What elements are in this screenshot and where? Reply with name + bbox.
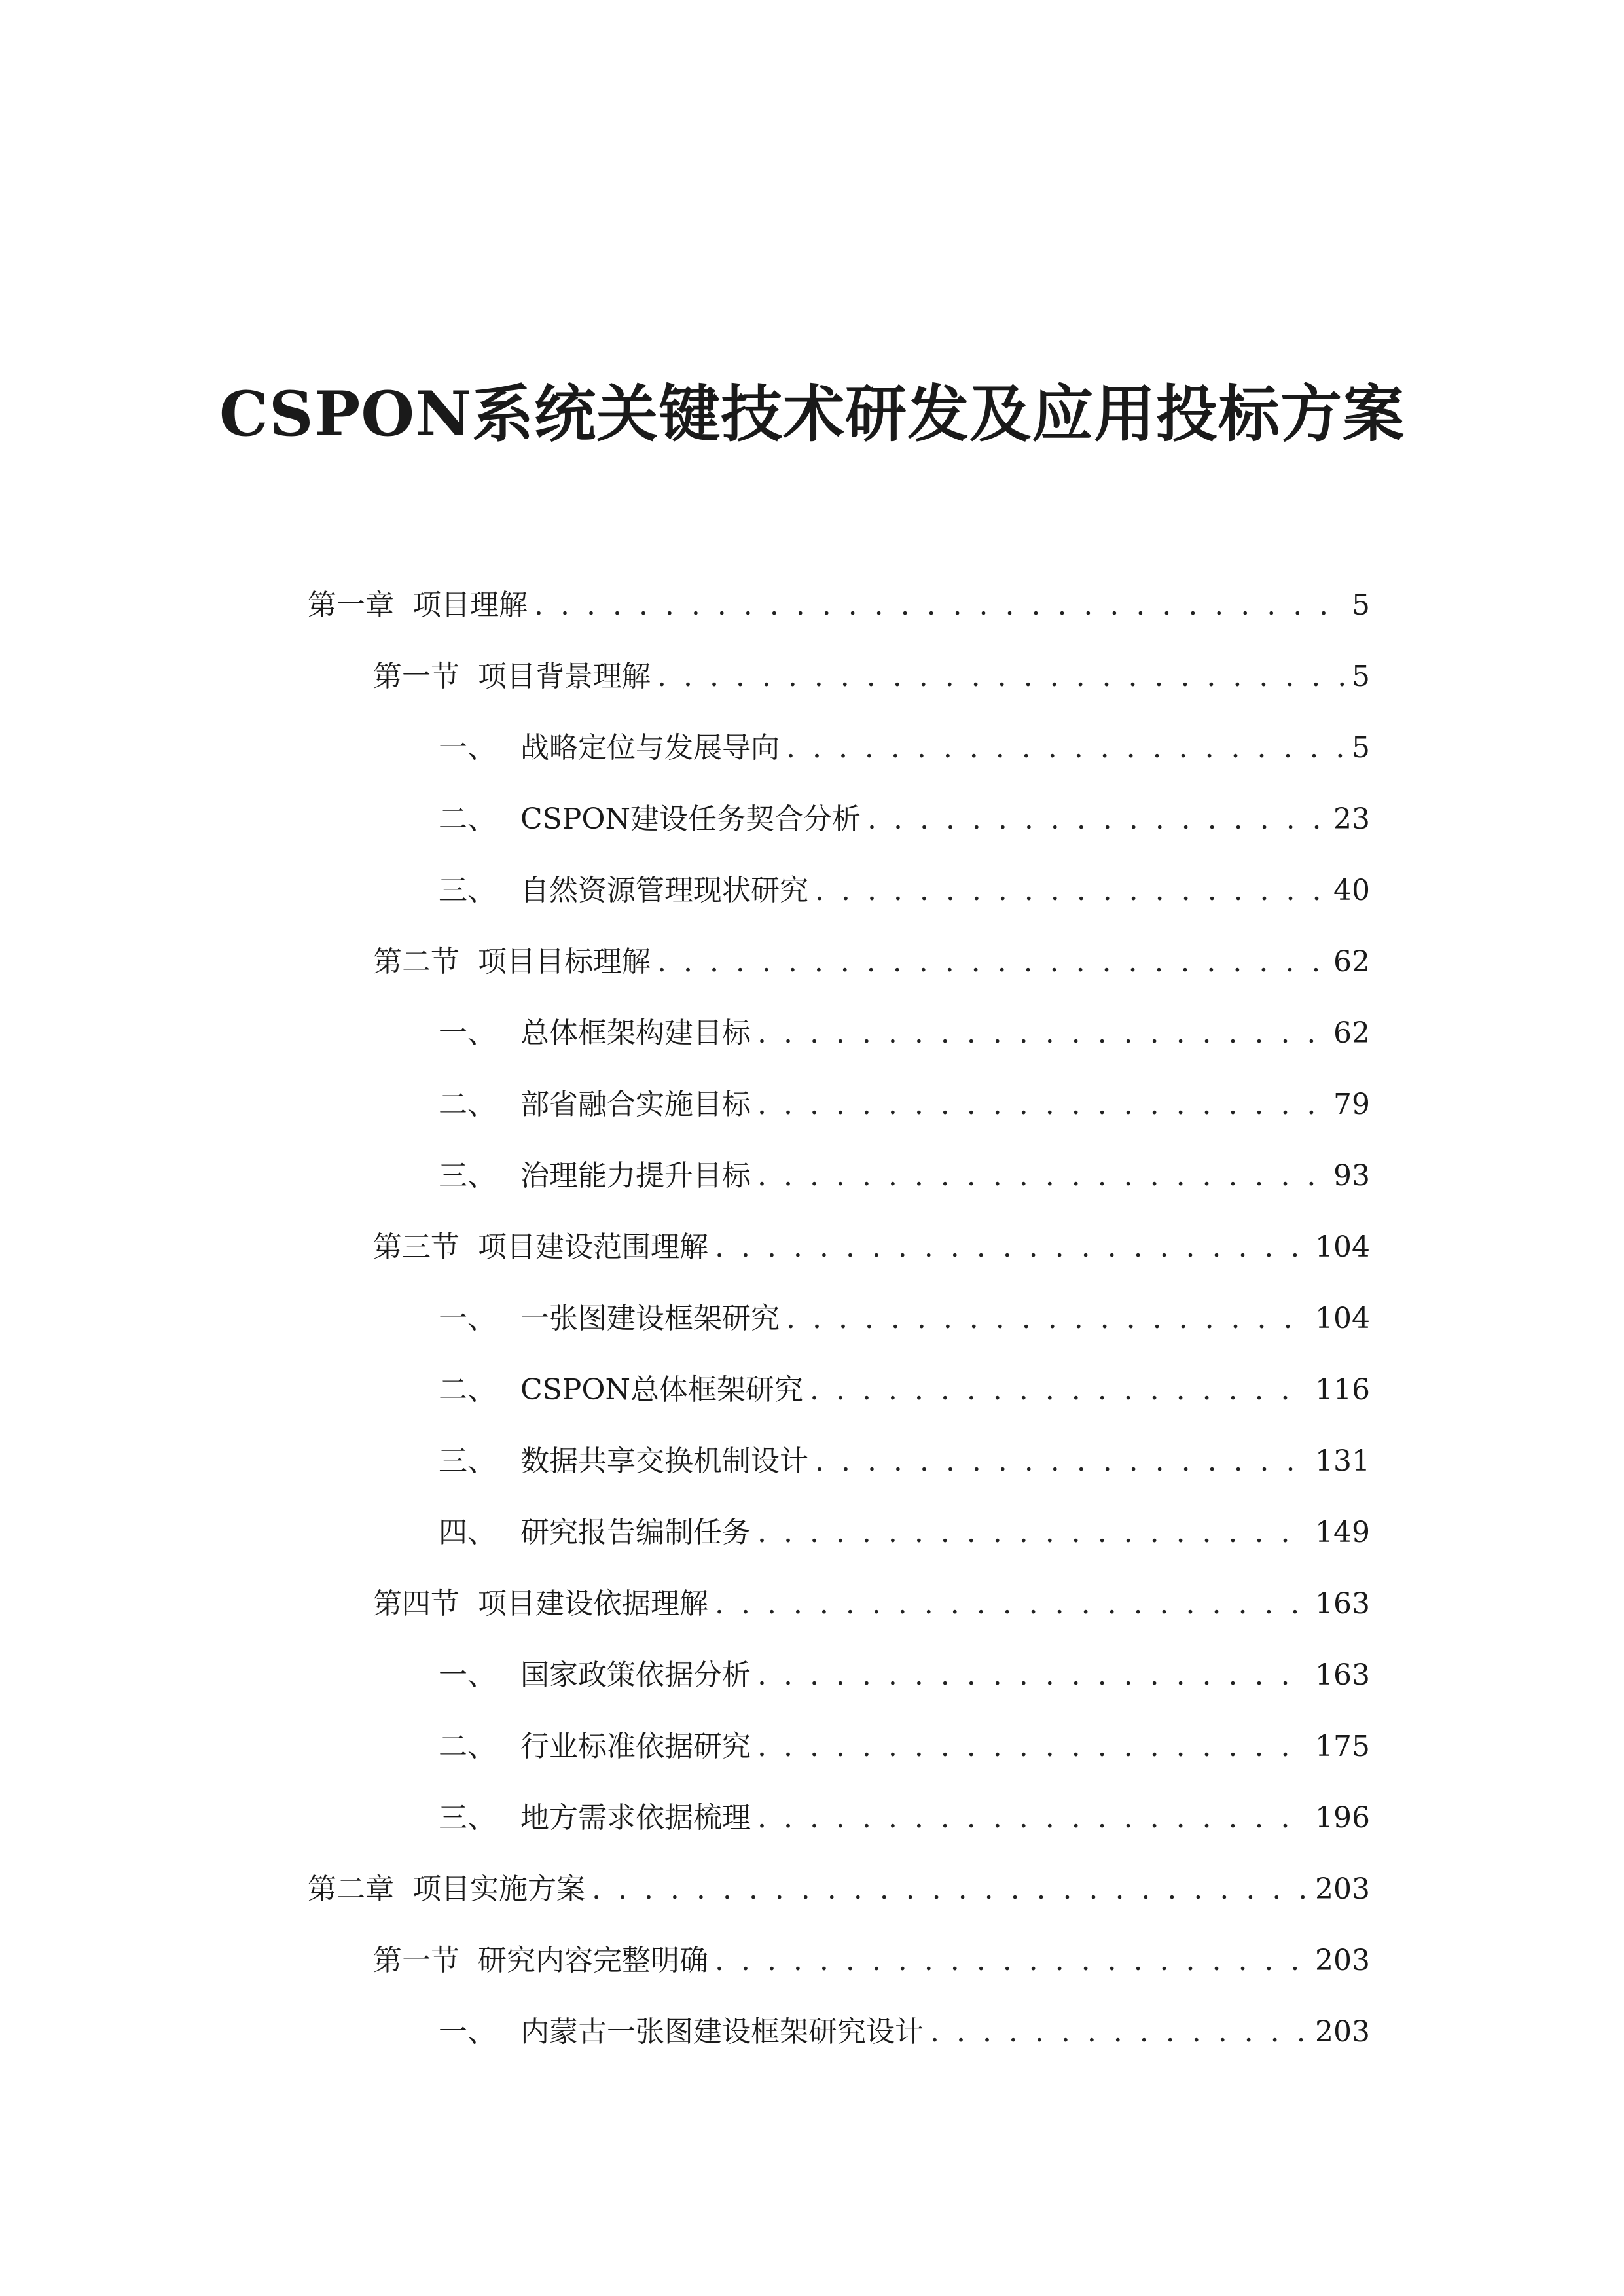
toc-leader-dots bbox=[757, 1014, 1327, 1053]
toc-page-number: 104 bbox=[1315, 1230, 1370, 1264]
toc-subsection[interactable] bbox=[0, 1354, 1624, 1426]
toc-label: CSPON建设任务契合分析 bbox=[520, 802, 861, 836]
toc-number: 第四节 bbox=[373, 1587, 460, 1621]
toc-label: 行业标准依据研究 bbox=[520, 1729, 751, 1763]
toc-leader-dots bbox=[786, 1299, 1308, 1338]
toc-page-number: 104 bbox=[1315, 1301, 1370, 1335]
toc-label: 地方需求依据梳理 bbox=[520, 1801, 751, 1835]
toc-page-number: 23 bbox=[1333, 802, 1370, 836]
toc-leader-dots bbox=[867, 800, 1327, 839]
toc-page-number: 175 bbox=[1315, 1729, 1370, 1763]
toc-page-number: 203 bbox=[1315, 2015, 1370, 2049]
toc-page-number: 40 bbox=[1333, 873, 1370, 907]
toc-leader-dots bbox=[757, 1727, 1308, 1767]
toc-subsection[interactable] bbox=[0, 1069, 1624, 1140]
toc-subsection[interactable] bbox=[0, 712, 1624, 783]
toc-page-number: 116 bbox=[1315, 1372, 1370, 1407]
toc-leader-dots bbox=[757, 1513, 1308, 1552]
toc-label: 数据共享交换机制设计 bbox=[520, 1444, 808, 1478]
toc-number: 一、 bbox=[439, 2015, 496, 2049]
toc-section[interactable] bbox=[0, 641, 1624, 712]
toc-number: 第二章 bbox=[308, 1872, 394, 1906]
toc-number: 一、 bbox=[439, 1016, 496, 1050]
toc-section[interactable] bbox=[0, 1925, 1624, 1996]
toc-subsection[interactable] bbox=[0, 855, 1624, 926]
toc-number: 四、 bbox=[439, 1515, 496, 1549]
toc-label: 项目目标理解 bbox=[478, 944, 651, 978]
toc-leader-dots bbox=[757, 1656, 1308, 1695]
toc-subsection[interactable] bbox=[0, 1426, 1624, 1497]
toc-page-number: 203 bbox=[1315, 1872, 1370, 1906]
toc-leader-dots bbox=[815, 871, 1327, 910]
toc-page-number: 196 bbox=[1315, 1801, 1370, 1835]
toc-number: 第一节 bbox=[373, 659, 460, 693]
toc-leader-dots bbox=[757, 1799, 1308, 1838]
toc-leader-dots bbox=[657, 942, 1327, 982]
toc-number: 一、 bbox=[439, 730, 496, 764]
toc-subsection[interactable] bbox=[0, 1996, 1624, 2068]
toc-leader-dots bbox=[815, 1442, 1308, 1481]
toc-subsection[interactable] bbox=[0, 783, 1624, 855]
toc-number: 三、 bbox=[439, 1444, 496, 1478]
toc-chapter-2[interactable] bbox=[0, 1854, 1624, 1925]
toc-leader-dots bbox=[715, 1941, 1308, 1981]
toc-number: 第二节 bbox=[373, 944, 460, 978]
toc-page-number: 5 bbox=[1352, 659, 1370, 693]
toc-page-number: 131 bbox=[1315, 1444, 1370, 1478]
toc-leader-dots bbox=[592, 1870, 1308, 1909]
toc-section[interactable] bbox=[0, 926, 1624, 997]
toc-chapter-1[interactable] bbox=[0, 569, 1624, 641]
toc-label: 治理能力提升目标 bbox=[520, 1158, 751, 1193]
toc-label: 一张图建设框架研究 bbox=[520, 1301, 780, 1335]
table-of-contents bbox=[0, 569, 1624, 2068]
toc-subsection[interactable] bbox=[0, 997, 1624, 1069]
toc-number: 三、 bbox=[439, 873, 496, 907]
toc-number: 一、 bbox=[439, 1301, 496, 1335]
toc-label: CSPON总体框架研究 bbox=[520, 1372, 803, 1407]
toc-page-number: 163 bbox=[1315, 1587, 1370, 1621]
toc-leader-dots bbox=[810, 1371, 1308, 1410]
toc-label: 总体框架构建目标 bbox=[520, 1016, 751, 1050]
toc-leader-dots bbox=[757, 1157, 1327, 1196]
toc-subsection[interactable] bbox=[0, 1140, 1624, 1211]
toc-leader-dots bbox=[657, 657, 1345, 696]
toc-section[interactable] bbox=[0, 1211, 1624, 1283]
toc-page-number: 163 bbox=[1315, 1658, 1370, 1692]
toc-number: 第一章 bbox=[308, 588, 394, 622]
toc-subsection[interactable] bbox=[0, 1283, 1624, 1354]
toc-label: 国家政策依据分析 bbox=[520, 1658, 751, 1692]
toc-number: 二、 bbox=[439, 1729, 496, 1763]
toc-leader-dots bbox=[930, 2013, 1308, 2052]
toc-page-number: 203 bbox=[1315, 1943, 1370, 1977]
toc-number: 三、 bbox=[439, 1158, 496, 1193]
document-title: CSPON系统关键技术研发及应用投标方案 bbox=[219, 378, 1405, 450]
toc-label: 研究报告编制任务 bbox=[520, 1515, 751, 1549]
toc-leader-dots bbox=[534, 586, 1345, 625]
toc-number: 二、 bbox=[439, 1372, 496, 1407]
toc-leader-dots bbox=[757, 1085, 1327, 1124]
toc-label: 项目理解 bbox=[412, 588, 528, 622]
toc-section[interactable] bbox=[0, 1568, 1624, 1640]
toc-label: 部省融合实施目标 bbox=[520, 1087, 751, 1121]
toc-label: 项目背景理解 bbox=[478, 659, 651, 693]
toc-leader-dots bbox=[715, 1585, 1308, 1624]
toc-leader-dots bbox=[715, 1228, 1308, 1267]
toc-subsection[interactable] bbox=[0, 1497, 1624, 1568]
toc-subsection[interactable] bbox=[0, 1782, 1624, 1854]
toc-page-number: 5 bbox=[1352, 730, 1370, 764]
toc-number: 第三节 bbox=[373, 1230, 460, 1264]
toc-number: 一、 bbox=[439, 1658, 496, 1692]
toc-subsection[interactable] bbox=[0, 1711, 1624, 1782]
toc-page-number: 93 bbox=[1333, 1158, 1370, 1193]
toc-label: 项目实施方案 bbox=[412, 1872, 585, 1906]
toc-label: 研究内容完整明确 bbox=[478, 1943, 708, 1977]
toc-page-number: 149 bbox=[1315, 1515, 1370, 1549]
toc-page-number: 62 bbox=[1333, 1016, 1370, 1050]
toc-page-number: 62 bbox=[1333, 944, 1370, 978]
toc-page-number: 5 bbox=[1352, 588, 1370, 622]
toc-label: 战略定位与发展导向 bbox=[520, 730, 780, 764]
toc-number: 第一节 bbox=[373, 1943, 460, 1977]
toc-page-number: 79 bbox=[1333, 1087, 1370, 1121]
toc-number: 二、 bbox=[439, 1087, 496, 1121]
toc-number: 二、 bbox=[439, 802, 496, 836]
toc-label: 项目建设依据理解 bbox=[478, 1587, 708, 1621]
toc-number: 三、 bbox=[439, 1801, 496, 1835]
toc-label: 自然资源管理现状研究 bbox=[520, 873, 808, 907]
toc-label: 项目建设范围理解 bbox=[478, 1230, 708, 1264]
toc-subsection[interactable] bbox=[0, 1640, 1624, 1711]
toc-leader-dots bbox=[786, 728, 1345, 768]
toc-label: 内蒙古一张图建设框架研究设计 bbox=[520, 2015, 924, 2049]
